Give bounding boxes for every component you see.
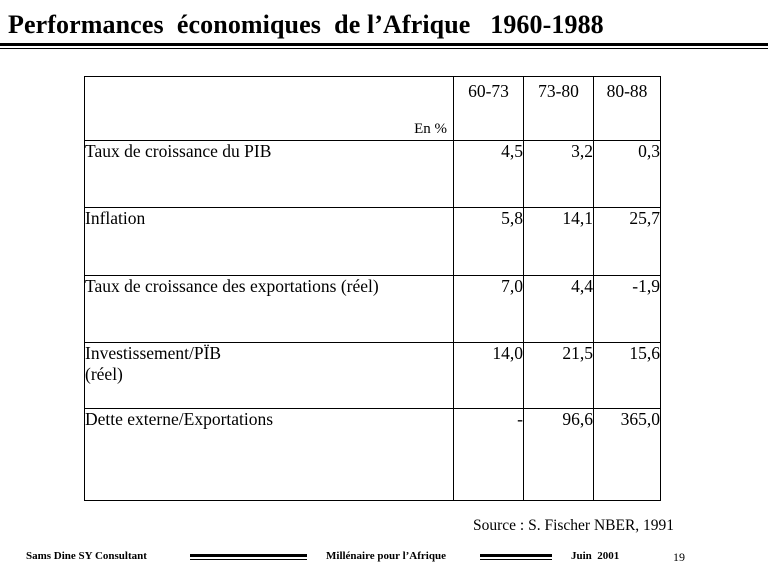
table-row [85,409,661,501]
unit-label: En % [414,121,447,137]
table-cell: 96,6 [524,409,594,501]
row-label: Dette externe/Exportations [85,409,454,501]
footer-author: Sams Dine SY Consultant [26,550,147,562]
slide-title: Performances économiques de l’Afrique 1960-1988 [8,10,604,39]
table-cell: 7,0 [454,276,524,343]
table-cell: -1,9 [594,276,661,343]
table-cell: 25,7 [594,208,661,276]
source-note: Source : S. Fischer NBER, 1991 [473,517,675,534]
footer-date: Juin 2001 [571,550,620,562]
page-number: 19 [673,550,685,564]
table-cell: 0,3 [594,141,661,208]
table-row [85,343,661,409]
table-row [85,141,661,208]
table-cell: - [454,409,524,501]
row-label-line: Investissement/PÏB [85,343,222,363]
row-label: Taux de croissance du PIB [85,141,454,208]
table-cell: 5,8 [454,208,524,276]
table-cell: 15,6 [594,343,661,409]
row-label [85,343,454,409]
table-cell: 21,5 [524,343,594,409]
table-cell: 14,1 [524,208,594,276]
footer-divider-thin [480,559,552,560]
footer-divider [480,554,552,557]
row-label: Taux de croissance des exportations (réel) [85,276,454,343]
table-cell: 4,5 [454,141,524,208]
footer-divider-thin [190,559,307,560]
unit-cell [85,77,454,141]
period-header: 60-73 [454,77,524,141]
period-header: 73-80 [524,77,594,141]
row-label-line: (réel) [85,364,123,384]
table-row [85,276,661,343]
table-cell: 4,4 [524,276,594,343]
footer-divider [190,554,307,557]
footer-center: Millénaire pour l’Afrique [326,550,446,562]
title-divider-thin [0,48,768,49]
row-label: Inflation [85,208,454,276]
table-cell: 3,2 [524,141,594,208]
slide-footer [0,550,768,566]
table-header-row [85,77,661,141]
performance-table [84,76,661,501]
period-header: 80-88 [594,77,661,141]
title-divider [0,43,768,46]
table-cell: 14,0 [454,343,524,409]
table-cell: 365,0 [594,409,661,501]
table-row [85,208,661,276]
